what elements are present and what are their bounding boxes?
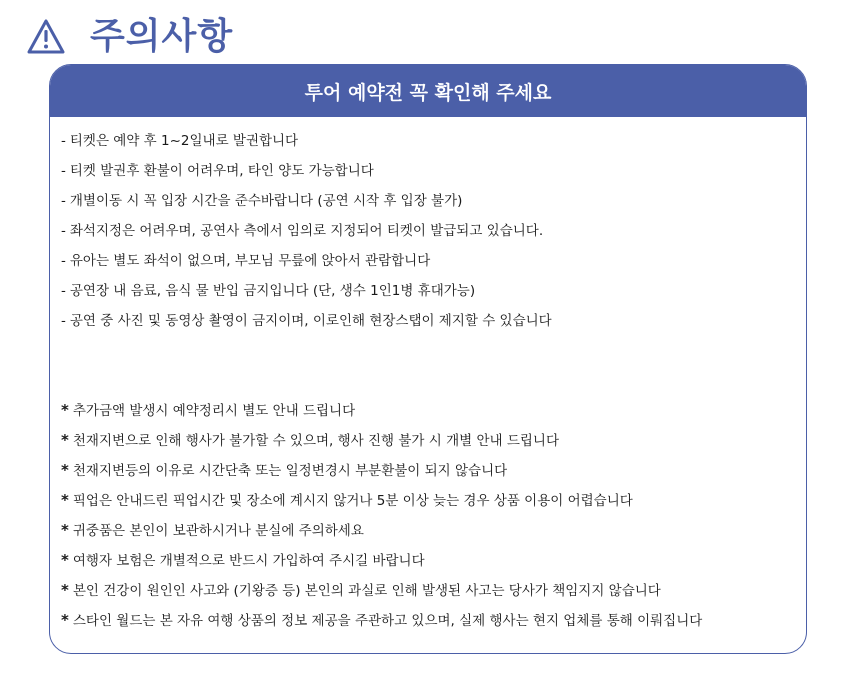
extra-notes-item bbox=[61, 490, 702, 520]
extra-notes-item-text: 픽업은 안내드린 픽업시간 및 장소에 계시지 않거나 5분 이상 늦는 경우 상품 이용이 어렵습니다 bbox=[72, 493, 633, 509]
asterisk-marker: * bbox=[61, 401, 69, 419]
notice-panel bbox=[49, 64, 807, 654]
asterisk-marker: * bbox=[61, 521, 69, 539]
extra-notes-item bbox=[61, 430, 702, 460]
dash-marker: - bbox=[61, 163, 66, 179]
extra-notes-item-text: 천재지변등의 이유로 시간단축 또는 일정변경시 부분환불이 되지 않습니다 bbox=[72, 463, 508, 479]
notes-item-text: 좌석지정은 어려우며, 공연사 측에서 임의로 지정되어 티켓이 발급되고 있습니다. bbox=[69, 223, 544, 239]
extra-notes-item-text: 스타인 월드는 본 자유 여행 상품의 정보 제공을 주관하고 있으며, 실제 행사는 현지 업체를 통해 이뤄집니다 bbox=[72, 613, 703, 629]
asterisk-marker: * bbox=[61, 581, 69, 599]
dash-marker: - bbox=[61, 253, 66, 269]
notes-item bbox=[61, 311, 552, 341]
extra-notes-item bbox=[61, 520, 702, 550]
notes-item bbox=[61, 191, 552, 221]
notes-item bbox=[61, 131, 552, 161]
panel-header: 투어 예약전 꼭 확인해 주세요 bbox=[50, 65, 806, 117]
dash-marker: - bbox=[61, 283, 66, 299]
asterisk-marker: * bbox=[61, 431, 69, 449]
notes-item-text: 공연장 내 음료, 음식 물 반입 금지입니다 (단, 생수 1인1병 휴대가능) bbox=[69, 283, 476, 299]
dash-marker: - bbox=[61, 193, 66, 209]
asterisk-marker: * bbox=[61, 461, 69, 479]
extra-notes-item-text: 귀중품은 본인이 보관하시거나 분실에 주의하세요 bbox=[72, 523, 364, 539]
extra-notes-item bbox=[61, 460, 702, 490]
notes-item bbox=[61, 251, 552, 281]
extra-notes-item-text: 본인 건강이 원인인 사고와 (기왕증 등) 본인의 과실로 인해 발생된 사고는 당사가 책임지지 않습니다 bbox=[72, 583, 661, 599]
notes-item bbox=[61, 161, 552, 191]
notes-item-text: 티켓은 예약 후 1~2일내로 발권합니다 bbox=[69, 133, 299, 149]
asterisk-marker: * bbox=[61, 551, 69, 569]
extra-notes-item bbox=[61, 550, 702, 580]
extra-notes-item bbox=[61, 610, 702, 640]
notes-item-text: 유아는 별도 좌석이 없으며, 부모님 무릎에 앉아서 관람합니다 bbox=[69, 253, 431, 269]
notes-list bbox=[61, 131, 552, 341]
notes-item-text: 공연 중 사진 및 동영상 촬영이 금지이며, 이로인해 현장스탭이 제지할 수 있습니다 bbox=[69, 313, 552, 329]
dash-marker: - bbox=[61, 223, 66, 239]
extra-notes-item bbox=[61, 580, 702, 610]
extra-notes-item-text: 여행자 보험은 개별적으로 반드시 가입하여 주시길 바랍니다 bbox=[72, 553, 425, 569]
asterisk-marker: * bbox=[61, 491, 69, 509]
extra-notes-item bbox=[61, 400, 702, 430]
notice-heading bbox=[26, 14, 233, 60]
extra-notes-item-text: 추가금액 발생시 예약정리시 별도 안내 드립니다 bbox=[72, 403, 356, 419]
warning-triangle-icon bbox=[26, 18, 66, 56]
notes-item bbox=[61, 221, 552, 251]
notes-item bbox=[61, 281, 552, 311]
notes-item-text: 개별이동 시 꼭 입장 시간을 준수바랍니다 (공연 시작 후 입장 불가) bbox=[69, 193, 463, 209]
dash-marker: - bbox=[61, 313, 66, 329]
dash-marker: - bbox=[61, 133, 66, 149]
asterisk-marker: * bbox=[61, 611, 69, 629]
extra-notes-item-text: 천재지변으로 인해 행사가 불가할 수 있으며, 행사 진행 불가 시 개별 안내 드립니다 bbox=[72, 433, 559, 449]
notes-item-text: 티켓 발권후 환불이 어려우며, 타인 양도 가능합니다 bbox=[69, 163, 374, 179]
extra-notes-list bbox=[61, 400, 702, 640]
page-title: 주의사항 bbox=[90, 16, 234, 57]
